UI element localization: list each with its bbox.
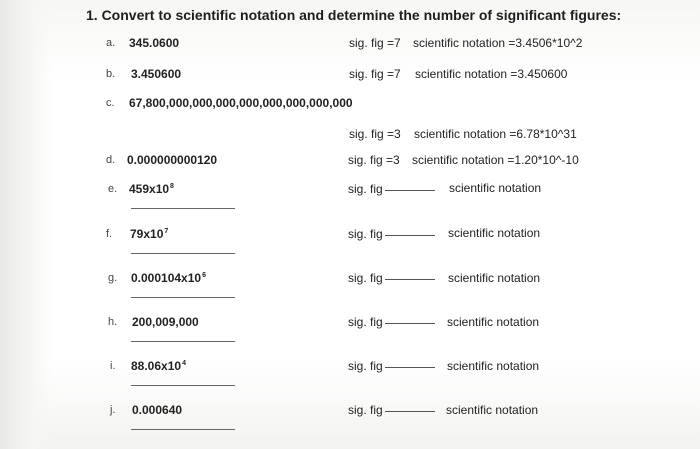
sci-notation-prompt: scientific notation [447, 315, 540, 329]
sci-notation-answer: scientific notation =3.450600 [415, 67, 568, 81]
sig-fig-prompt: sig. fig [348, 271, 435, 285]
page-shadow [0, 0, 52, 449]
sci-notation-answer: scientific notation =3.4506*10^2 [413, 36, 583, 50]
item-value: 3.450600 [131, 67, 182, 81]
item-letter: c. [106, 97, 115, 109]
item-letter: e. [108, 183, 118, 195]
item-letter: a. [106, 37, 116, 49]
sig-fig-prompt: sig. fig [348, 315, 435, 329]
sci-notation-prompt: scientific notation [446, 403, 539, 417]
item-value: $79x10^7$ [130, 227, 169, 241]
item-value: $459x10^8$ [129, 182, 174, 196]
item-letter: h. [108, 316, 118, 328]
item-value: 200,009,000 [132, 315, 199, 329]
sig-fig-prompt: sig. fig [348, 403, 435, 417]
sci-notation-prompt: scientific notation [449, 181, 542, 195]
answer-blank [131, 429, 235, 430]
item-value: 345.0600 [129, 36, 180, 50]
answer-blank [131, 341, 235, 342]
item-letter: g. [108, 272, 118, 284]
item-value: $0.000104x10^6$ [131, 271, 206, 285]
sci-notation-answer: scientific notation =6.78*10^31 [414, 127, 577, 141]
sig-fig-prompt: sig. fig [348, 182, 435, 196]
item-value: 0.000000000120 [127, 153, 218, 167]
sci-notation-prompt: scientific notation [448, 226, 541, 240]
sig-fig-answer: sig. fig =7 [349, 36, 401, 50]
item-value: $88.06x10^4$ [131, 359, 186, 373]
item-letter: b. [106, 68, 116, 80]
item-value: 0.000640 [132, 403, 183, 417]
answer-blank [131, 208, 235, 209]
item-letter: j. [110, 404, 116, 416]
question-title: 1. Convert to scientific notation and determine the number of significant figures: [86, 7, 622, 23]
answer-blank [131, 385, 235, 386]
answer-blank [131, 253, 235, 254]
sci-notation-prompt: scientific notation [448, 271, 541, 285]
item-value: 67,800,000,000,000,000,000,000,000,000 [129, 96, 353, 110]
sig-fig-answer: sig. fig =7 [349, 67, 401, 81]
item-letter: i. [110, 360, 116, 372]
sig-fig-prompt: sig. fig [348, 227, 435, 241]
sig-fig-prompt: sig. fig [348, 359, 435, 373]
sci-notation-prompt: scientific notation [447, 359, 540, 373]
sig-fig-answer: sig. fig =3 [349, 127, 401, 141]
sci-notation-answer: scientific notation =1.20*10^-10 [412, 153, 579, 167]
item-letter: f. [106, 228, 113, 240]
answer-blank [131, 297, 235, 298]
sig-fig-answer: sig. fig =3 [348, 153, 400, 167]
item-letter: d. [106, 154, 116, 166]
